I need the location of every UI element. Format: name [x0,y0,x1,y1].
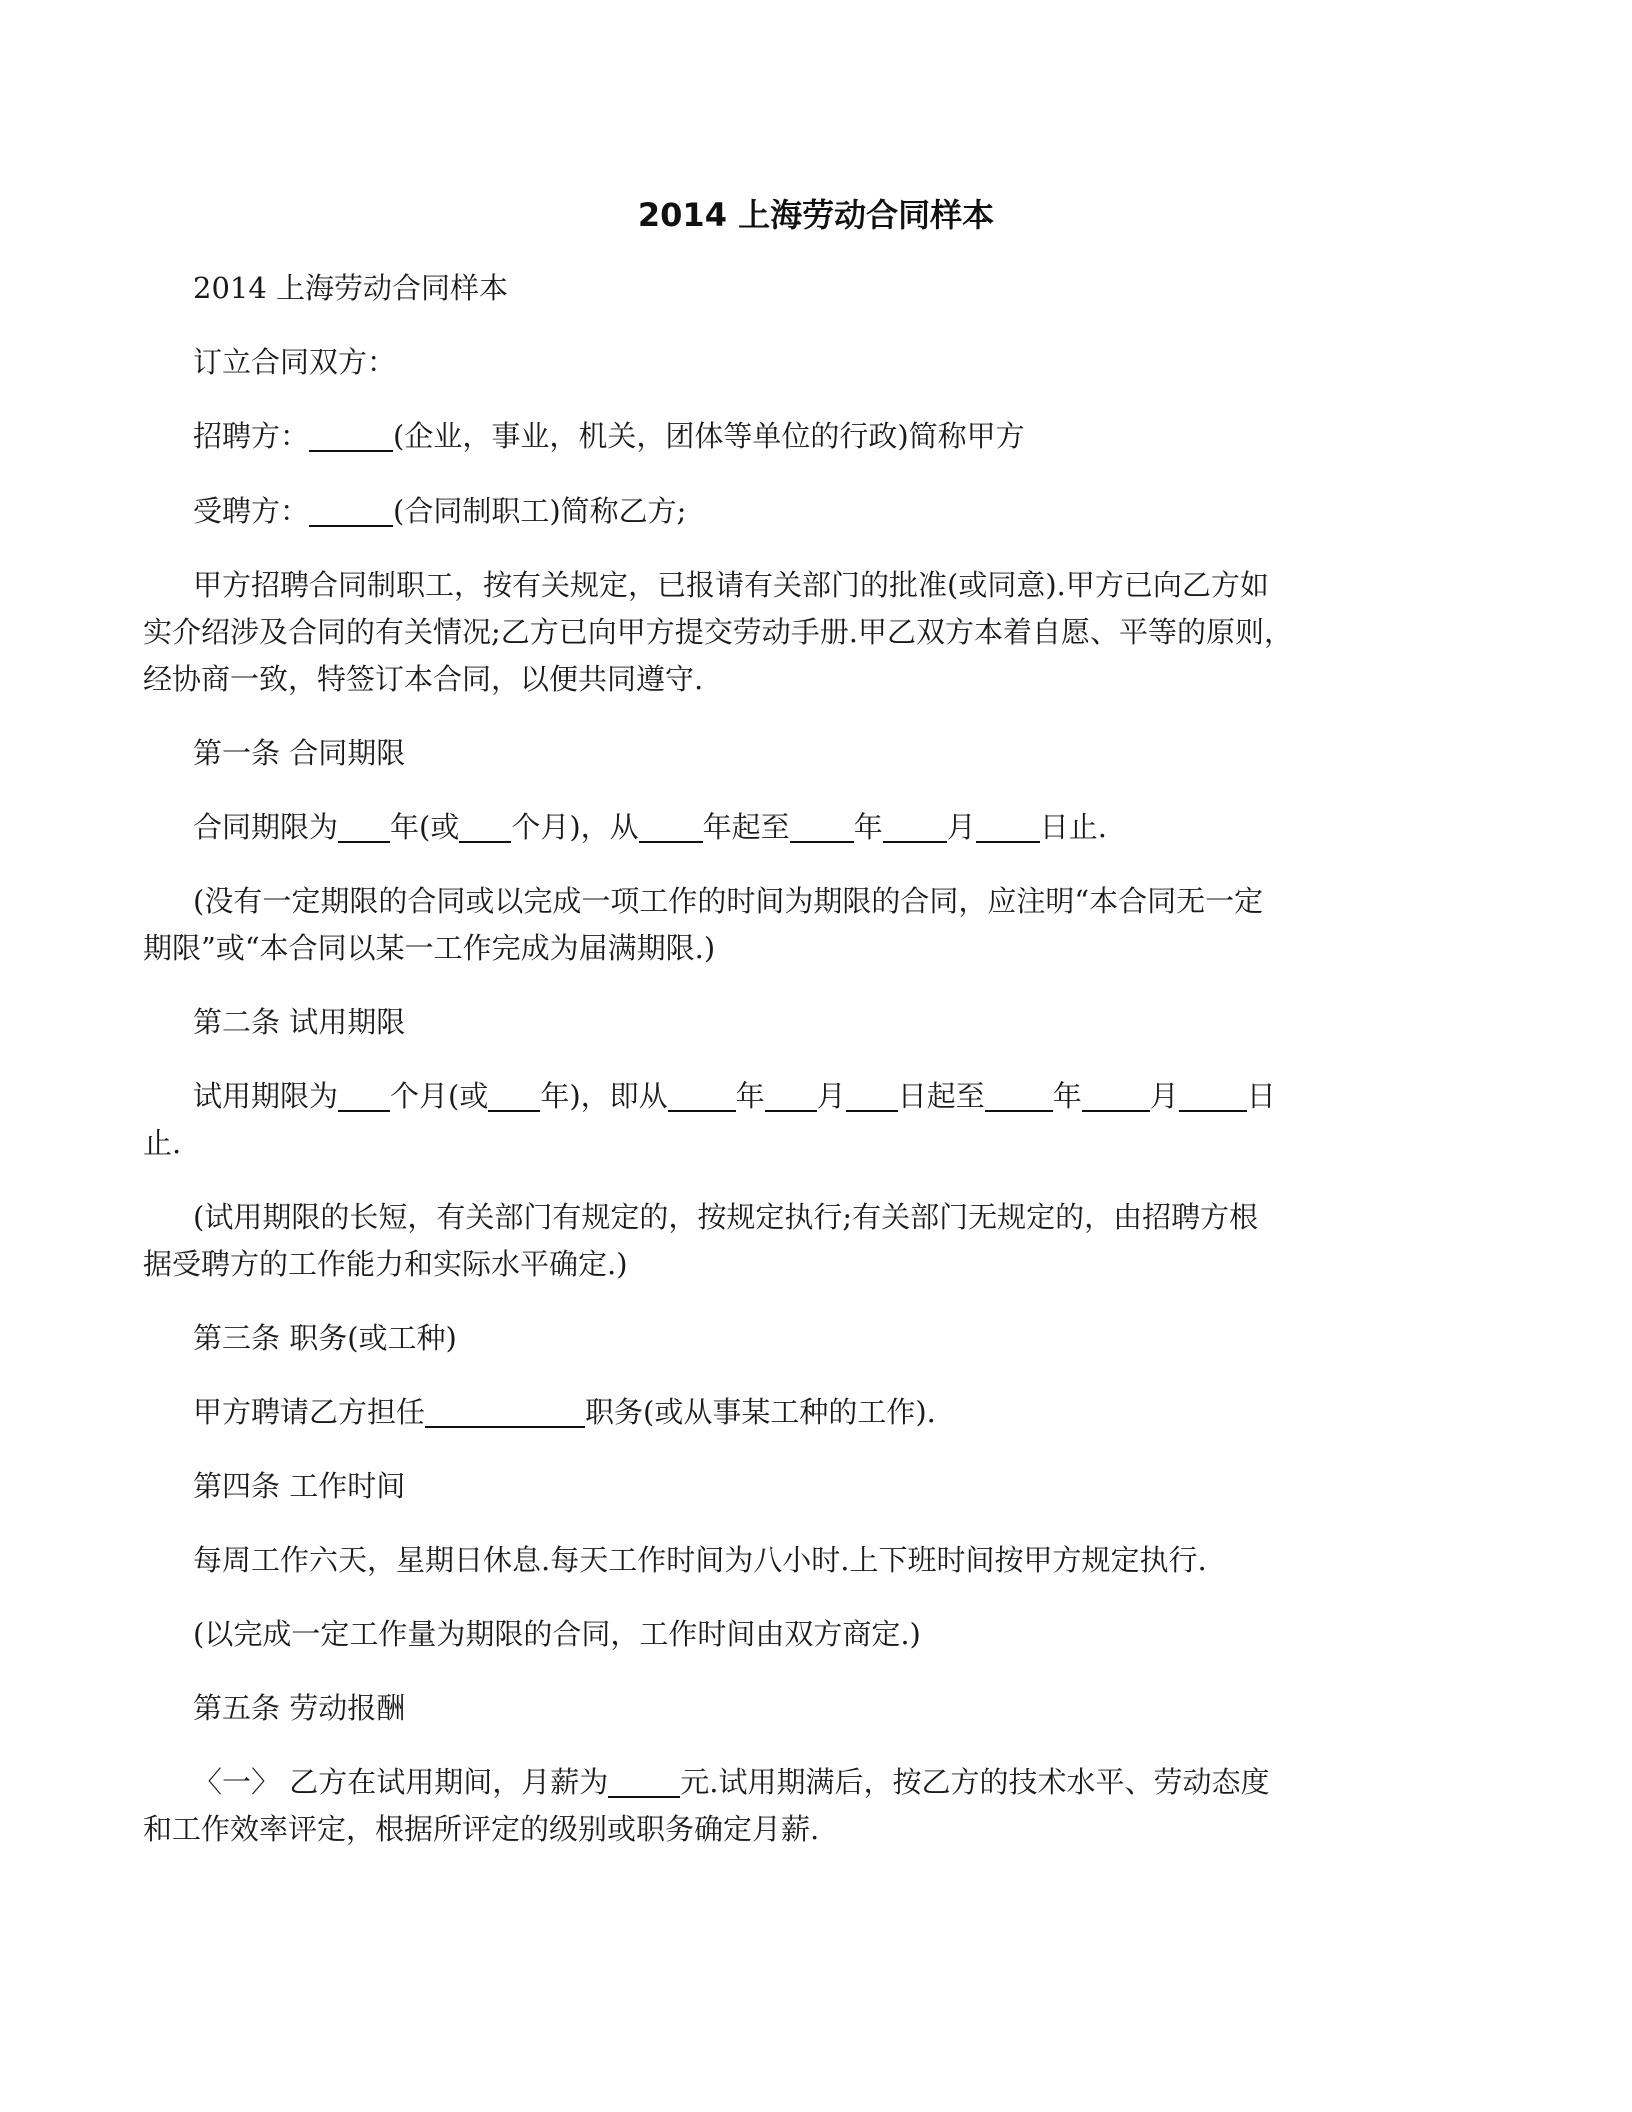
article1-blank-end-day [976,811,1040,843]
article4-text: 每周工作六天，星期日休息.每天工作时间为八小时.上下班时间按甲方规定执行. [193,1543,1207,1577]
article2-text-i: 日 [1246,1079,1276,1113]
employer-blank [309,420,393,452]
article3-blank-position [425,1396,585,1428]
article2-blank-start-year [668,1080,736,1112]
article5-blank-salary [608,1766,680,1798]
article2-text-c: 年)，即从 [540,1079,668,1113]
article2-text-b: 个月(或 [390,1079,489,1113]
employee-line [193,488,686,534]
article2-text-g: 年 [1052,1079,1082,1113]
article4-heading: 第四条 工作时间 [193,1469,406,1503]
article5-heading: 第五条 劳动报酬 [193,1691,406,1725]
employer-label: 招聘方： [193,419,310,453]
article2-blank-months [338,1080,390,1112]
article2-text-e: 月 [816,1079,846,1113]
article2-blank-end-day [1179,1080,1247,1112]
article2-text-d: 年 [735,1079,765,1113]
subtitle-line: 2014 上海劳动合同样本 [193,271,509,305]
article1-blank-months [459,811,511,843]
parties-heading: 订立合同双方： [193,345,397,379]
article2-note-line-1: (试用期限的长短，有关部门有规定的，按规定执行;有关部门无规定的，由招聘方根 [193,1200,1259,1234]
employee-blank [309,495,393,527]
article2-term-line [193,1073,1276,1119]
article1-text-a: 合同期限为 [193,810,339,844]
article3-heading: 第三条 职务(或工种) [193,1321,457,1355]
article1-heading: 第一条 合同期限 [193,736,406,770]
intro-line-3: 经协商一致，特签订本合同，以便共同遵守. [143,662,704,696]
employee-label: 受聘方： [193,494,310,528]
article4-note: (以完成一定工作量为期限的合同，工作时间由双方商定.) [193,1617,921,1651]
article2-text-f: 日起至 [897,1079,985,1113]
article2-blank-start-month [765,1080,817,1112]
article1-text-g: 日止. [1039,810,1107,844]
article1-note-line-2: 期限”或“本合同以某一工作完成为届满期限.) [143,931,716,965]
intro-line-2: 实介绍涉及合同的有关情况;乙方已向甲方提交劳动手册.甲乙双方本着自愿、平等的原则， [143,615,1293,649]
article2-term-line-2: 止. [143,1126,182,1160]
article1-text-c: 个月)，从 [511,810,639,844]
article5-item1-line-2: 和工作效率评定，根据所评定的级别或职务确定月薪. [143,1812,820,1846]
document-title: 2014 上海劳动合同样本 [637,196,995,234]
article1-text-b: 年(或 [390,810,460,844]
article2-blank-years [488,1080,540,1112]
intro-line-1: 甲方招聘合同制职工，按有关规定，已报请有关部门的批准(或同意).甲方已向乙方如 [193,568,1269,602]
article1-text-e: 年 [853,810,883,844]
article1-term-line [193,804,1107,850]
article1-blank-start-year [639,811,703,843]
article5-item1-text-a: 〈一〉 乙方在试用期间，月薪为 [193,1765,609,1799]
article1-note-line-1: (没有一定期限的合同或以完成一项工作的时间为期限的合同，应注明“本合同无一定 [193,884,1264,918]
article5-item1-line-1 [193,1759,1269,1805]
article2-blank-end-year [985,1080,1053,1112]
employee-note: (合同制职工)简称乙方; [393,494,687,528]
article2-heading: 第二条 试用期限 [193,1005,406,1039]
article1-text-f: 月 [946,810,976,844]
article3-text-b: 职务(或从事某工种的工作). [585,1395,936,1429]
article1-blank-end-year [790,811,854,843]
article2-blank-end-month [1082,1080,1150,1112]
article1-text-d: 年起至 [702,810,790,844]
article2-text-h: 月 [1149,1079,1179,1113]
article3-position-line [193,1389,936,1435]
article2-blank-start-day [846,1080,898,1112]
article2-note-line-2: 据受聘方的工作能力和实际水平确定.) [143,1247,628,1281]
article1-blank-end-month [883,811,947,843]
article3-text-a: 甲方聘请乙方担任 [193,1395,426,1429]
article5-item1-text-b: 元.试用期满后，按乙方的技术水平、劳动态度 [680,1765,1270,1799]
employer-line [193,413,1025,459]
employer-note: (企业，事业，机关，团体等单位的行政)简称甲方 [393,419,1025,453]
article1-blank-years [338,811,390,843]
article2-text-a: 试用期限为 [193,1079,339,1113]
